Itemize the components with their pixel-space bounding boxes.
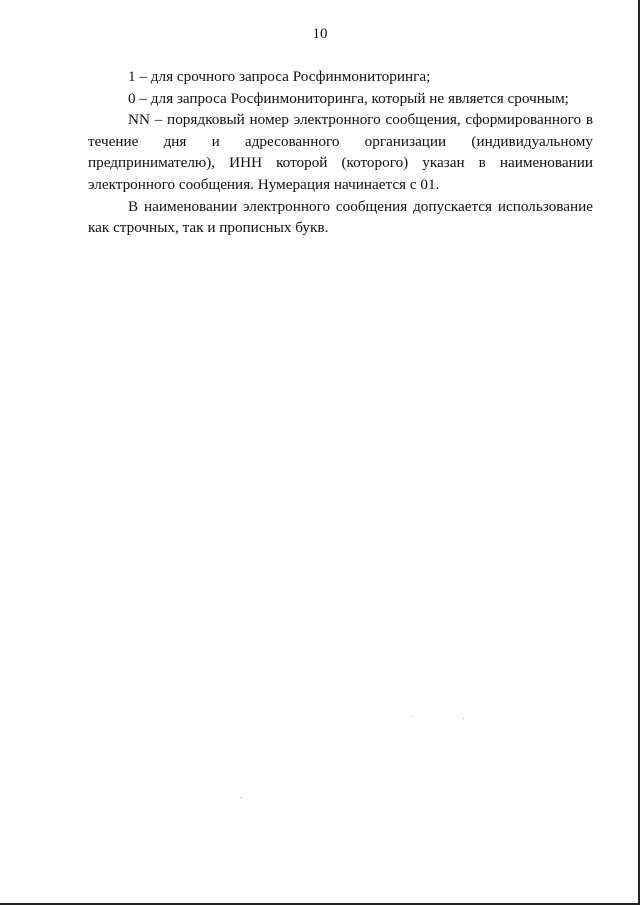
paragraph-sequence-number: NN – порядковый номер электронного сообщения, сформированного в течение дня и адресованного организации (индивидуальному предпринимателю), ИНН которой (которого) указан в наименовании электронного сообщения. Нумерация начинается с 01.	[88, 111, 593, 193]
scan-speck	[463, 718, 464, 719]
scan-speck	[240, 797, 241, 798]
paragraph-urgent-request: 1 – для срочного запроса Росфинмониторинга;	[128, 68, 431, 85]
paragraph-letter-case: В наименовании электронного сообщения допускается использование как строчных, так и прописных букв.	[88, 197, 593, 237]
page-number: 10	[312, 26, 328, 42]
scan-speck	[412, 716, 413, 717]
document-body	[88, 66, 593, 239]
paragraph-non-urgent-request: 0 – для запроса Росфинмониторинга, который не является срочным;	[128, 89, 569, 107]
